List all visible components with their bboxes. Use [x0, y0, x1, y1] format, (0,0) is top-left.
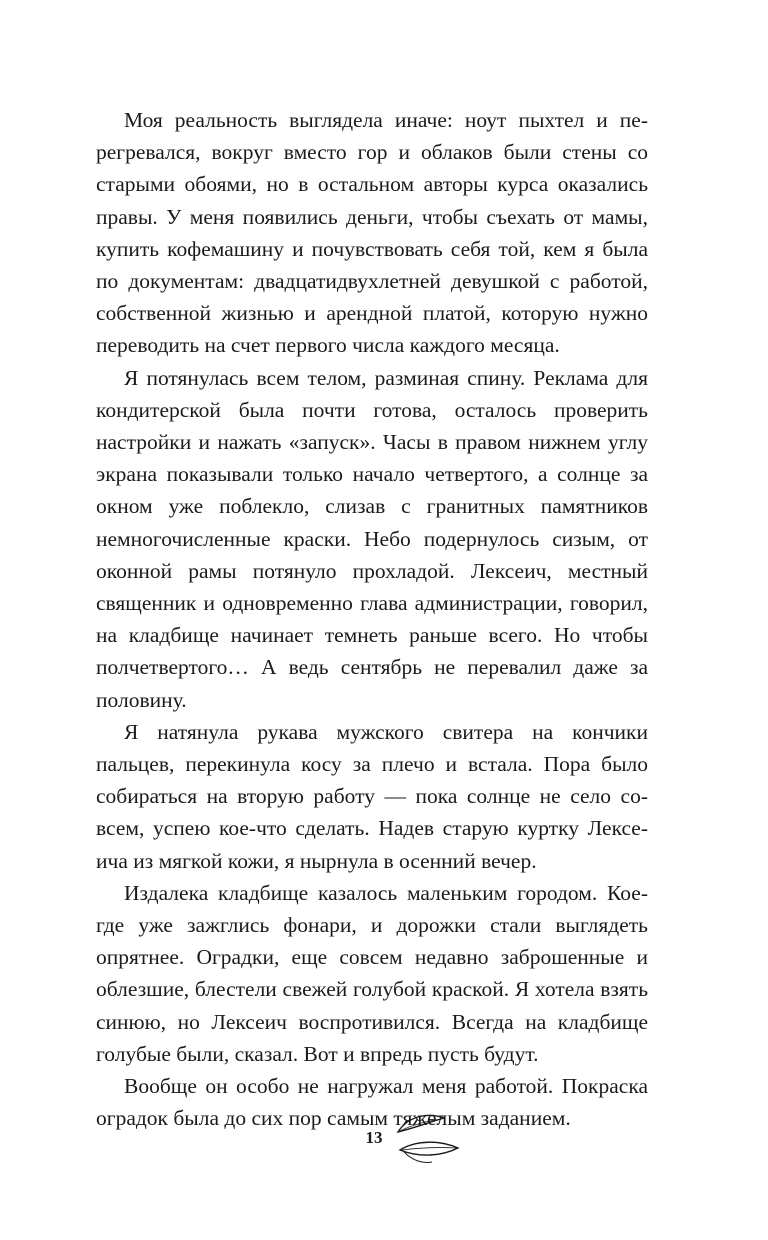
- leaf-ornament-icon: [392, 1110, 464, 1174]
- paragraph-5: Вообще он особо не нагружал меня работой. Покраска оградок была до сих пор самым тяжелым заданием.: [96, 1074, 648, 1131]
- page-number: 13: [365, 1128, 383, 1147]
- paragraph-3: Я натянула рукава мужского свитера на кончики пальцев, перекинула косу за плечо и встала. Пора было собираться на вторую работу — пока солнце не село совсем, успею кое-что сделать. Надев старую куртку Лексеича из мягкой кожи, я нырнула в осенний вечер.: [96, 719, 648, 873]
- page-footer: [0, 1118, 768, 1178]
- body-text: [96, 104, 648, 1135]
- paragraph-2: Я потянулась всем телом, разминая спину. Реклама для кондитерской была почти готова, осталось проверить настройки и нажать «запуск». Часы в правом нижнем углу экрана показывали только начало четвертого, а солнце за окном уже поблекло, слизав с гранитных памятников немногочисленные краски. Небо подернулось сизым, от оконной рамы потянуло прохладой. Лексеич, местный священник и одновременно глава администрации, говорил, на кладбище начинает темнеть раньше всего. Но чтобы полчетвертого… А ведь сентябрь не перевалил даже за половину.: [96, 365, 648, 712]
- paragraph-1: Моя реальность выглядела иначе: ноут пыхтел и перегревался, вокруг вместо гор и облаков были стены со старыми обоями, но в остальном авторы курса оказались правы. У меня появились деньги, чтобы съехать от мамы, купить кофемашину и почувствовать себя той, кем я была по документам: двадцатидвухлетней девушкой с работой, собственной жизнью и арендной платой, которую нужно переводить на счет первого числа каждого месяца.: [96, 108, 648, 358]
- paragraph-4: Издалека кладбище казалось маленьким городом. Кое-где уже зажглись фонари, и дорожки стали выглядеть опрятнее. Оградки, еще совсем недавно заброшенные и облезшие, блестели свежей голубой краской. Я хотела взять синюю, но Лексеич воспротивился. Всегда на кладбище голубые были, сказал. Вот и впредь пусть будут.: [96, 880, 648, 1066]
